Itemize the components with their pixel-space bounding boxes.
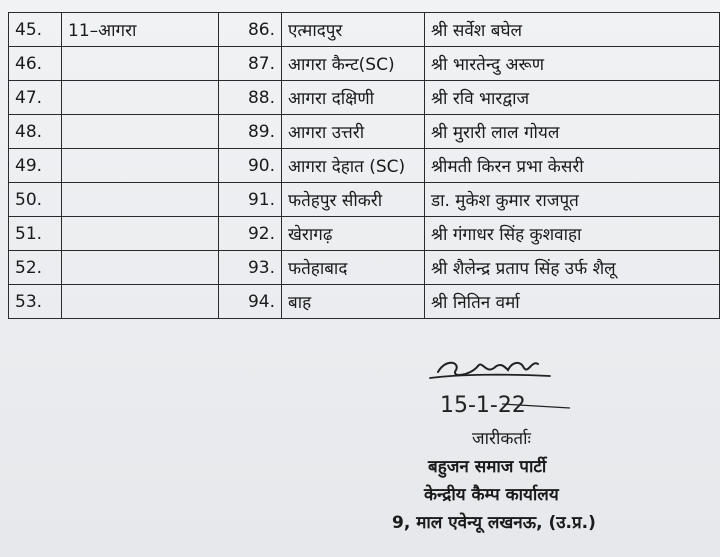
- constituency-number-cell: 92.: [219, 217, 282, 251]
- constituency-number-cell: 90.: [219, 149, 282, 183]
- serial-number-cell: 48.: [9, 115, 62, 149]
- table-row: [9, 115, 720, 149]
- constituency-name-cell: आगरा उत्तरी: [282, 115, 425, 149]
- constituency-number-cell: 87.: [219, 47, 282, 81]
- candidate-name-cell: श्री सर्वेश बघेल: [425, 13, 720, 47]
- serial-number-cell: 51.: [9, 217, 62, 251]
- constituency-name-cell: फतेहाबाद: [282, 251, 425, 285]
- candidate-name-cell: श्रीमती किरन प्रभा केसरी: [425, 149, 720, 183]
- district-cell: [62, 217, 219, 251]
- district-cell: [62, 47, 219, 81]
- district-cell: [62, 81, 219, 115]
- serial-number-cell: 47.: [9, 81, 62, 115]
- district-cell: 11–आगरा: [62, 13, 219, 47]
- table-row: [9, 13, 720, 47]
- candidate-name-cell: श्री रवि भारद्वाज: [425, 81, 720, 115]
- constituency-number-cell: 89.: [219, 115, 282, 149]
- table-row: [9, 251, 720, 285]
- table-row: [9, 285, 720, 319]
- office-address: 9, माल एवेन्यू लखनऊ, (उ.प्र.): [392, 513, 596, 533]
- constituency-name-cell: फतेहपुर सीकरी: [282, 183, 425, 217]
- candidate-name-cell: श्री नितिन वर्मा: [425, 285, 720, 319]
- serial-number-cell: 45.: [9, 13, 62, 47]
- constituency-number-cell: 93.: [219, 251, 282, 285]
- constituency-number-cell: 91.: [219, 183, 282, 217]
- serial-number-cell: 50.: [9, 183, 62, 217]
- handwritten-signature: [420, 352, 580, 422]
- constituency-name-cell: आगरा कैन्ट(SC): [282, 47, 425, 81]
- district-cell: [62, 149, 219, 183]
- constituency-number-cell: 88.: [219, 81, 282, 115]
- district-cell: [62, 183, 219, 217]
- constituency-name-cell: खेरागढ़: [282, 217, 425, 251]
- table-row: [9, 183, 720, 217]
- issuer-block: [380, 425, 680, 537]
- serial-number-cell: 46.: [9, 47, 62, 81]
- candidate-table-body: [9, 13, 720, 319]
- candidate-table: [8, 12, 720, 319]
- serial-number-cell: 53.: [9, 285, 62, 319]
- party-name: बहुजन समाज पार्टी: [428, 457, 547, 477]
- candidate-name-cell: श्री मुरारी लाल गोयल: [425, 115, 720, 149]
- signature-date: 15-1-22: [440, 393, 526, 418]
- table-row: [9, 81, 720, 115]
- constituency-name-cell: एत्मादपुर: [282, 13, 425, 47]
- candidate-name-cell: श्री गंगाधर सिंह कुशवाहा: [425, 217, 720, 251]
- office-name: केन्द्रीय कैम्प कार्यालय: [424, 485, 559, 505]
- constituency-number-cell: 94.: [219, 285, 282, 319]
- constituency-name-cell: आगरा दक्षिणी: [282, 81, 425, 115]
- constituency-name-cell: आगरा देहात (SC): [282, 149, 425, 183]
- constituency-number-cell: 86.: [219, 13, 282, 47]
- table-row: [9, 149, 720, 183]
- serial-number-cell: 52.: [9, 251, 62, 285]
- issuer-label: जारीकर्ताः: [472, 429, 531, 449]
- table-row: [9, 47, 720, 81]
- constituency-name-cell: बाह: [282, 285, 425, 319]
- serial-number-cell: 49.: [9, 149, 62, 183]
- candidate-name-cell: श्री भारतेन्दु अरूण: [425, 47, 720, 81]
- district-cell: [62, 115, 219, 149]
- district-cell: [62, 251, 219, 285]
- candidate-name-cell: डा. मुकेश कुमार राजपूत: [425, 183, 720, 217]
- candidate-name-cell: श्री शैलेन्द्र प्रताप सिंह उर्फ शैलू: [425, 251, 720, 285]
- district-cell: [62, 285, 219, 319]
- table-row: [9, 217, 720, 251]
